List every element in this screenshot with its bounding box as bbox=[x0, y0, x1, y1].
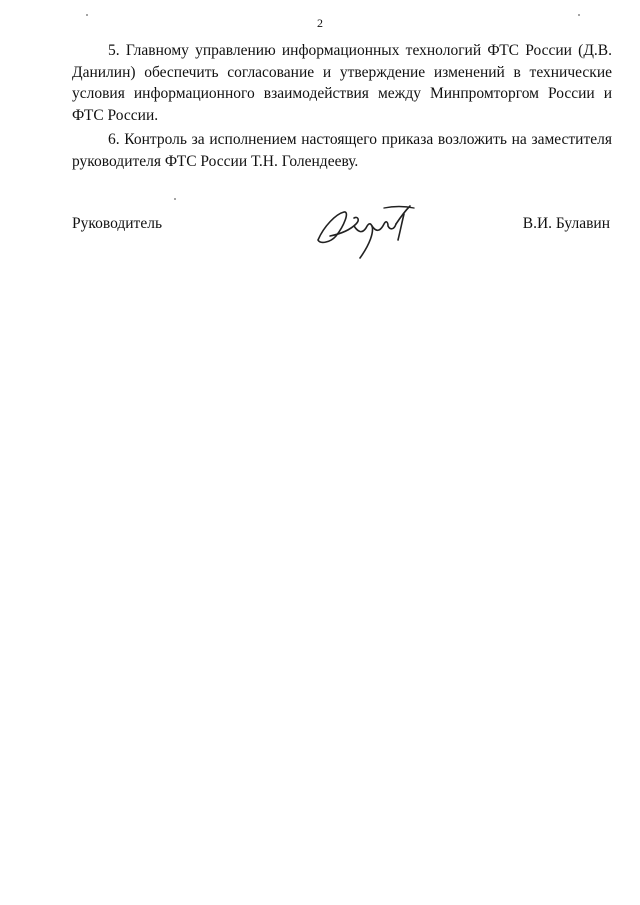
page-number: 2 bbox=[317, 16, 323, 30]
paragraph-6: 6. Контроль за исполнением настоящего приказа возложить на заместителя руководителя ФТС России Т.Н. Голендееву. bbox=[72, 131, 612, 170]
signatory-title: Руководитель bbox=[72, 215, 163, 232]
signatory-name: В.И. Булавин bbox=[522, 215, 610, 232]
paragraph-5: 5. Главному управлению информационных технологий ФТС России (Д.В. Данилин) обеспечить согласование и утверждение изменений в технические условия информационного взаимодействия между Минпромторгом России и ФТС России. bbox=[72, 42, 612, 124]
document-body bbox=[72, 40, 612, 175]
scan-speck-3 bbox=[174, 198, 176, 200]
handwritten-signature-icon bbox=[310, 196, 420, 266]
